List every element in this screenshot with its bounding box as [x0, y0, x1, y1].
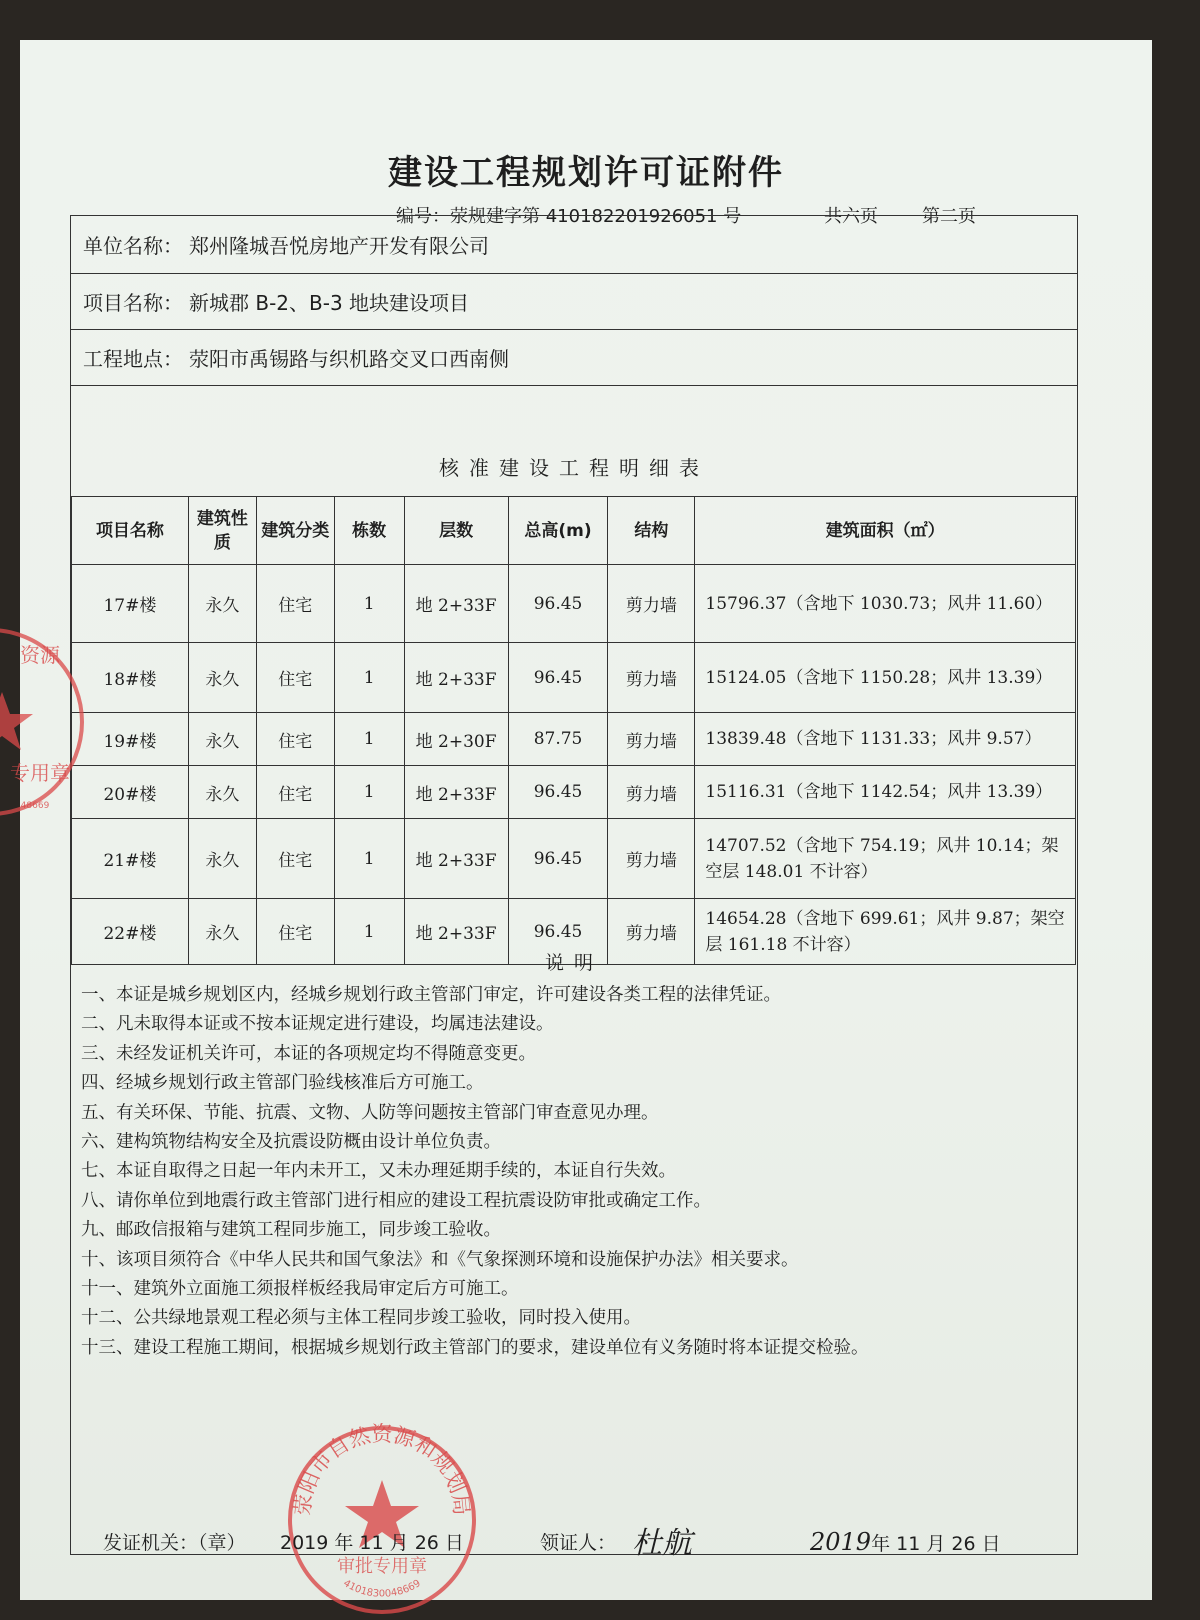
notes-list: [81, 981, 1071, 1363]
document-number: 编号：荥规建字第 410182201926051 号: [396, 206, 742, 227]
location-label: 工程地点：: [83, 347, 183, 371]
table-row: [72, 713, 1076, 766]
table-cell: 地 2+33F: [404, 899, 508, 965]
note-item: 四、经城乡规划行政主管部门验线核准后方可施工。: [81, 1073, 484, 1094]
note-item: 六、建构筑物结构安全及抗震设防概由设计单位负责。: [81, 1131, 501, 1152]
table-cell: 19#楼: [72, 713, 189, 766]
table-cell: 1: [334, 713, 404, 766]
table-cell: 21#楼: [72, 819, 189, 899]
table-cell: 22#楼: [72, 899, 189, 965]
table-cell: 14654.28（含地下 699.61；风井 9.87；架空层 161.18 不计容）: [695, 899, 1076, 965]
table-cell: 18#楼: [72, 643, 189, 713]
table-cell: 永久: [188, 643, 256, 713]
issuer-label: 发证机关：（章）: [103, 1532, 246, 1554]
table-cell: 96.45: [508, 899, 608, 965]
table-row: [72, 819, 1076, 899]
table-cell: 20#楼: [72, 766, 189, 819]
receive-date-rest: 年 11 月 26 日: [871, 1533, 1001, 1555]
receive-date: [810, 1528, 1001, 1556]
table-cell: 剪力墙: [608, 565, 695, 643]
note-item: 二、凡未取得本证或不按本证规定进行建设，均属违法建设。: [81, 1014, 554, 1035]
table-cell: 1: [334, 819, 404, 899]
table-cell: 剪力墙: [608, 899, 695, 965]
table-row: [72, 565, 1076, 643]
issue-date: 2019 年 11 月 26 日: [280, 1532, 464, 1554]
table-cell: 1: [334, 565, 404, 643]
header-cell: 项目名称: [72, 497, 189, 565]
partial-seal-text: 资源: [20, 643, 60, 667]
header-cell: 建筑性质: [188, 497, 256, 565]
table-cell: 17#楼: [72, 565, 189, 643]
table-cell: 96.45: [508, 565, 608, 643]
partial-seal-sub-text: 专用章: [10, 761, 70, 785]
table-cell: 地 2+33F: [404, 766, 508, 819]
header-cell: 栋数: [334, 497, 404, 565]
info-row-location: [71, 330, 1077, 386]
note-item: 一、本证是城乡规划区内，经城乡规划行政主管部门审定，许可建设各类工程的法律凭证。: [81, 985, 781, 1005]
table-cell: 96.45: [508, 766, 608, 819]
certificate-frame: [70, 215, 1078, 1555]
seal-code: 4101830048669: [341, 1577, 423, 1600]
table-cell: 剪力墙: [608, 643, 695, 713]
table-header-row: [72, 497, 1076, 565]
project-value: 新城郡 B-2、B-3 地块建设项目: [189, 291, 470, 315]
official-seal: [282, 1420, 482, 1620]
partial-seal: [0, 622, 90, 822]
unit-value: 郑州隆城吾悦房地产开发有限公司: [189, 234, 489, 258]
table-cell: 剪力墙: [608, 819, 695, 899]
note-item: 五、有关环保、节能、抗震、文物、人防等问题按主管部门审查意见办理。: [81, 1102, 659, 1123]
table-cell: 住宅: [256, 766, 334, 819]
table-cell: 永久: [188, 899, 256, 965]
table-cell: 15116.31（含地下 1142.54；风井 13.39）: [695, 766, 1076, 819]
note-item: 十一、建筑外立面施工须报样板经我局审定后方可施工。: [81, 1278, 519, 1299]
table-row: [72, 766, 1076, 819]
table-cell: 地 2+30F: [404, 713, 508, 766]
table-cell: 永久: [188, 819, 256, 899]
location-value: 荥阳市禹锡路与织机路交叉口西南侧: [189, 347, 509, 371]
header-cell: 建筑分类: [256, 497, 334, 565]
table-cell: 1: [334, 643, 404, 713]
table-cell: 1: [334, 766, 404, 819]
table-row: [72, 643, 1076, 713]
header-cell: 结构: [608, 497, 695, 565]
detail-table: [71, 496, 1076, 965]
document-page: [10, 40, 1152, 1600]
total-pages: 共六页: [824, 206, 878, 227]
table-cell: 15796.37（含地下 1030.73；风井 11.60）: [695, 565, 1076, 643]
table-cell: 剪力墙: [608, 713, 695, 766]
note-item: 三、未经发证机关许可，本证的各项规定均不得随意变更。: [81, 1043, 536, 1064]
project-label: 项目名称：: [83, 291, 183, 315]
table-cell: 地 2+33F: [404, 643, 508, 713]
table-cell: 13839.48（含地下 1131.33；风井 9.57）: [695, 713, 1076, 766]
header-cell: 层数: [404, 497, 508, 565]
info-row-spacer: [71, 386, 1077, 441]
current-page: 第二页: [922, 206, 976, 227]
table-cell: 剪力墙: [608, 766, 695, 819]
recipient-label: 领证人：: [540, 1532, 617, 1554]
partial-seal-code: 48669: [20, 801, 50, 811]
note-item: 十二、公共绿地景观工程必须与主体工程同步竣工验收，同时投入使用。: [81, 1308, 641, 1329]
table-cell: 住宅: [256, 819, 334, 899]
star-icon: [0, 692, 33, 750]
table-cell: 96.45: [508, 643, 608, 713]
table-cell: 14707.52（含地下 754.19；风井 10.14；架空层 148.01 不计容）: [695, 819, 1076, 899]
table-cell: 住宅: [256, 899, 334, 965]
table-cell: 地 2+33F: [404, 819, 508, 899]
info-row-project: [71, 274, 1077, 330]
note-item: 七、本证自取得之日起一年内未开工，又未办理延期手续的，本证自行失效。: [81, 1161, 676, 1182]
seal-main-text: 荥阳市自然资源和规划局: [290, 1422, 474, 1517]
table-cell: 87.75: [508, 713, 608, 766]
table-cell: 1: [334, 899, 404, 965]
table-title: 核准建设工程明细表: [71, 441, 1077, 497]
table-cell: 永久: [188, 713, 256, 766]
table-cell: 96.45: [508, 819, 608, 899]
document-title: 建设工程规划许可证附件: [388, 153, 784, 193]
note-item: 八、请你单位到地震行政主管部门进行相应的建设工程抗震设防审批或确定工作。: [81, 1190, 711, 1211]
info-row-unit: [71, 216, 1077, 274]
unit-label: 单位名称：: [83, 234, 183, 258]
seal-sub-text: 审批专用章: [337, 1556, 427, 1577]
header-cell: 建筑面积（㎡）: [695, 497, 1076, 565]
table-cell: 15124.05（含地下 1150.28；风井 13.39）: [695, 643, 1076, 713]
table-cell: 地 2+33F: [404, 565, 508, 643]
table-cell: 永久: [188, 766, 256, 819]
table-cell: 住宅: [256, 643, 334, 713]
recipient-signature: 杜航: [632, 1526, 692, 1561]
table-cell: 永久: [188, 565, 256, 643]
table-cell: 住宅: [256, 713, 334, 766]
notes-title: 说明: [544, 952, 603, 974]
note-item: 十、该项目须符合《中华人民共和国气象法》和《气象探测环境和设施保护办法》相关要求。: [81, 1249, 799, 1270]
note-item: 十三、建设工程施工期间，根据城乡规划行政主管部门的要求，建设单位有义务随时将本证提交检验。: [81, 1337, 869, 1358]
table-cell: 住宅: [256, 565, 334, 643]
receive-date-year: 2019: [810, 1528, 872, 1556]
note-item: 九、邮政信报箱与建筑工程同步施工，同步竣工验收。: [81, 1220, 501, 1241]
header-cell: 总高(m): [508, 497, 608, 565]
